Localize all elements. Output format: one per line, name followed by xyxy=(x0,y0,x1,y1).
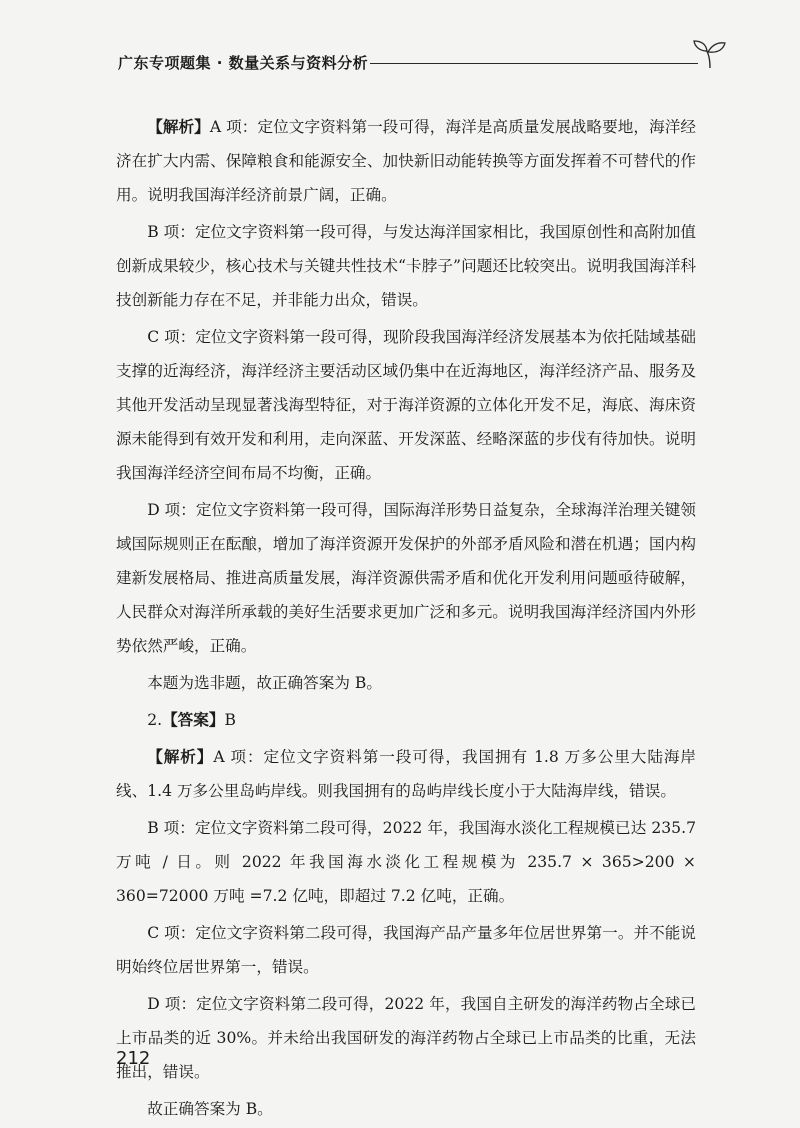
paragraph-2-d xyxy=(116,987,696,1089)
paragraph-text: B 项：定位文字资料第二段可得，2022 年，我国海水淡化工程规模已达 235.7 万吨 / 日。则 2022 年我国海水淡化工程规模为 235.7 × 365>200 × 360=72000 万吨 =7.2 亿吨，即超过 7.2 亿吨，正确。 xyxy=(116,819,696,905)
sprout-icon xyxy=(690,38,730,70)
paragraph-text: C 项：定位文字资料第一段可得，现阶段我国海洋经济发展基本为依托陆域基础支撑的近海经济，海洋经济主要活动区域仍集中在近海地区，海洋经济产品、服务及其他开发活动呈现显著浅海型特征，对于海洋资源的立体化开发不足，海底、海床资源未能得到有效开发和利用，走向深蓝、开发深蓝、经略深蓝的步伐有待加快。说明我国海洋经济空间布局不均衡，正确。 xyxy=(116,328,696,482)
paragraph-text: D 项：定位文字资料第二段可得，2022 年，我国自主研发的海洋药物占全球已上市品类的近 30%。并未给出我国研发的海洋药物占全球已上市品类的比重，无法推出，错误。 xyxy=(116,995,696,1081)
paragraph-text: C 项：定位文字资料第二段可得，我国海产品产量多年位居世界第一。并不能说明始终位居世界第一，错误。 xyxy=(116,924,696,976)
paragraph-2-b xyxy=(116,811,696,913)
header-rule xyxy=(370,63,698,64)
paragraph-text: A 项：定位文字资料第一段可得，海洋是高质量发展战略要地，海洋经济在扩大内需、保障粮食和能源安全、加快新旧动能转换等方面发挥着不可替代的作用。说明我国海洋经济前景广阔，正确。 xyxy=(116,118,696,204)
paragraph-1-a xyxy=(116,110,696,212)
paragraph-1-conclusion xyxy=(116,666,696,700)
answer-analysis-body xyxy=(116,110,696,1126)
paragraph-text: 本题为选非题，故正确答案为 B。 xyxy=(147,674,382,692)
paragraph-1-b xyxy=(116,215,696,317)
paragraph-2-conclusion xyxy=(116,1092,696,1126)
answer-value: B xyxy=(224,711,236,729)
paragraph-1-c xyxy=(116,320,696,490)
analysis-label: 【解析】 xyxy=(147,118,210,136)
question-2-answer xyxy=(116,703,696,737)
paragraph-2-c xyxy=(116,916,696,984)
answer-label: 【答案】 xyxy=(162,711,225,729)
page-number: 212 xyxy=(116,1048,151,1069)
header-title: 广东专项题集 · 数量关系与资料分析 xyxy=(118,54,369,72)
paragraph-1-d xyxy=(116,493,696,663)
question-number: 2. xyxy=(147,711,163,729)
paragraph-text: B 项：定位文字资料第一段可得，与发达海洋国家相比，我国原创性和高附加值创新成果较少，核心技术与关键共性技术“卡脖子”问题还比较突出。说明我国海洋科技创新能力存在不足，并非能力出众，错误。 xyxy=(116,223,696,309)
paragraph-2-a xyxy=(116,740,696,808)
paragraph-text: D 项：定位文字资料第一段可得，国际海洋形势日益复杂，全球海洋治理关键领域国际规则正在酝酿，增加了海洋资源开发保护的外部矛盾风险和潜在机遇；国内构建新发展格局、推进高质量发展，海洋资源供需矛盾和优化开发利用问题亟待破解，人民群众对海洋所承载的美好生活要求更加广泛和多元。说明我国海洋经济国内外形势依然严峻，正确。 xyxy=(116,501,696,655)
paragraph-text: A 项：定位文字资料第一段可得，我国拥有 1.8 万多公里大陆海岸线、1.4 万多公里岛屿岸线。则我国拥有的岛屿岸线长度小于大陆海岸线，错误。 xyxy=(116,748,696,800)
paragraph-text: 故正确答案为 B。 xyxy=(147,1100,273,1118)
analysis-label: 【解析】 xyxy=(147,748,214,766)
running-header xyxy=(118,48,718,78)
